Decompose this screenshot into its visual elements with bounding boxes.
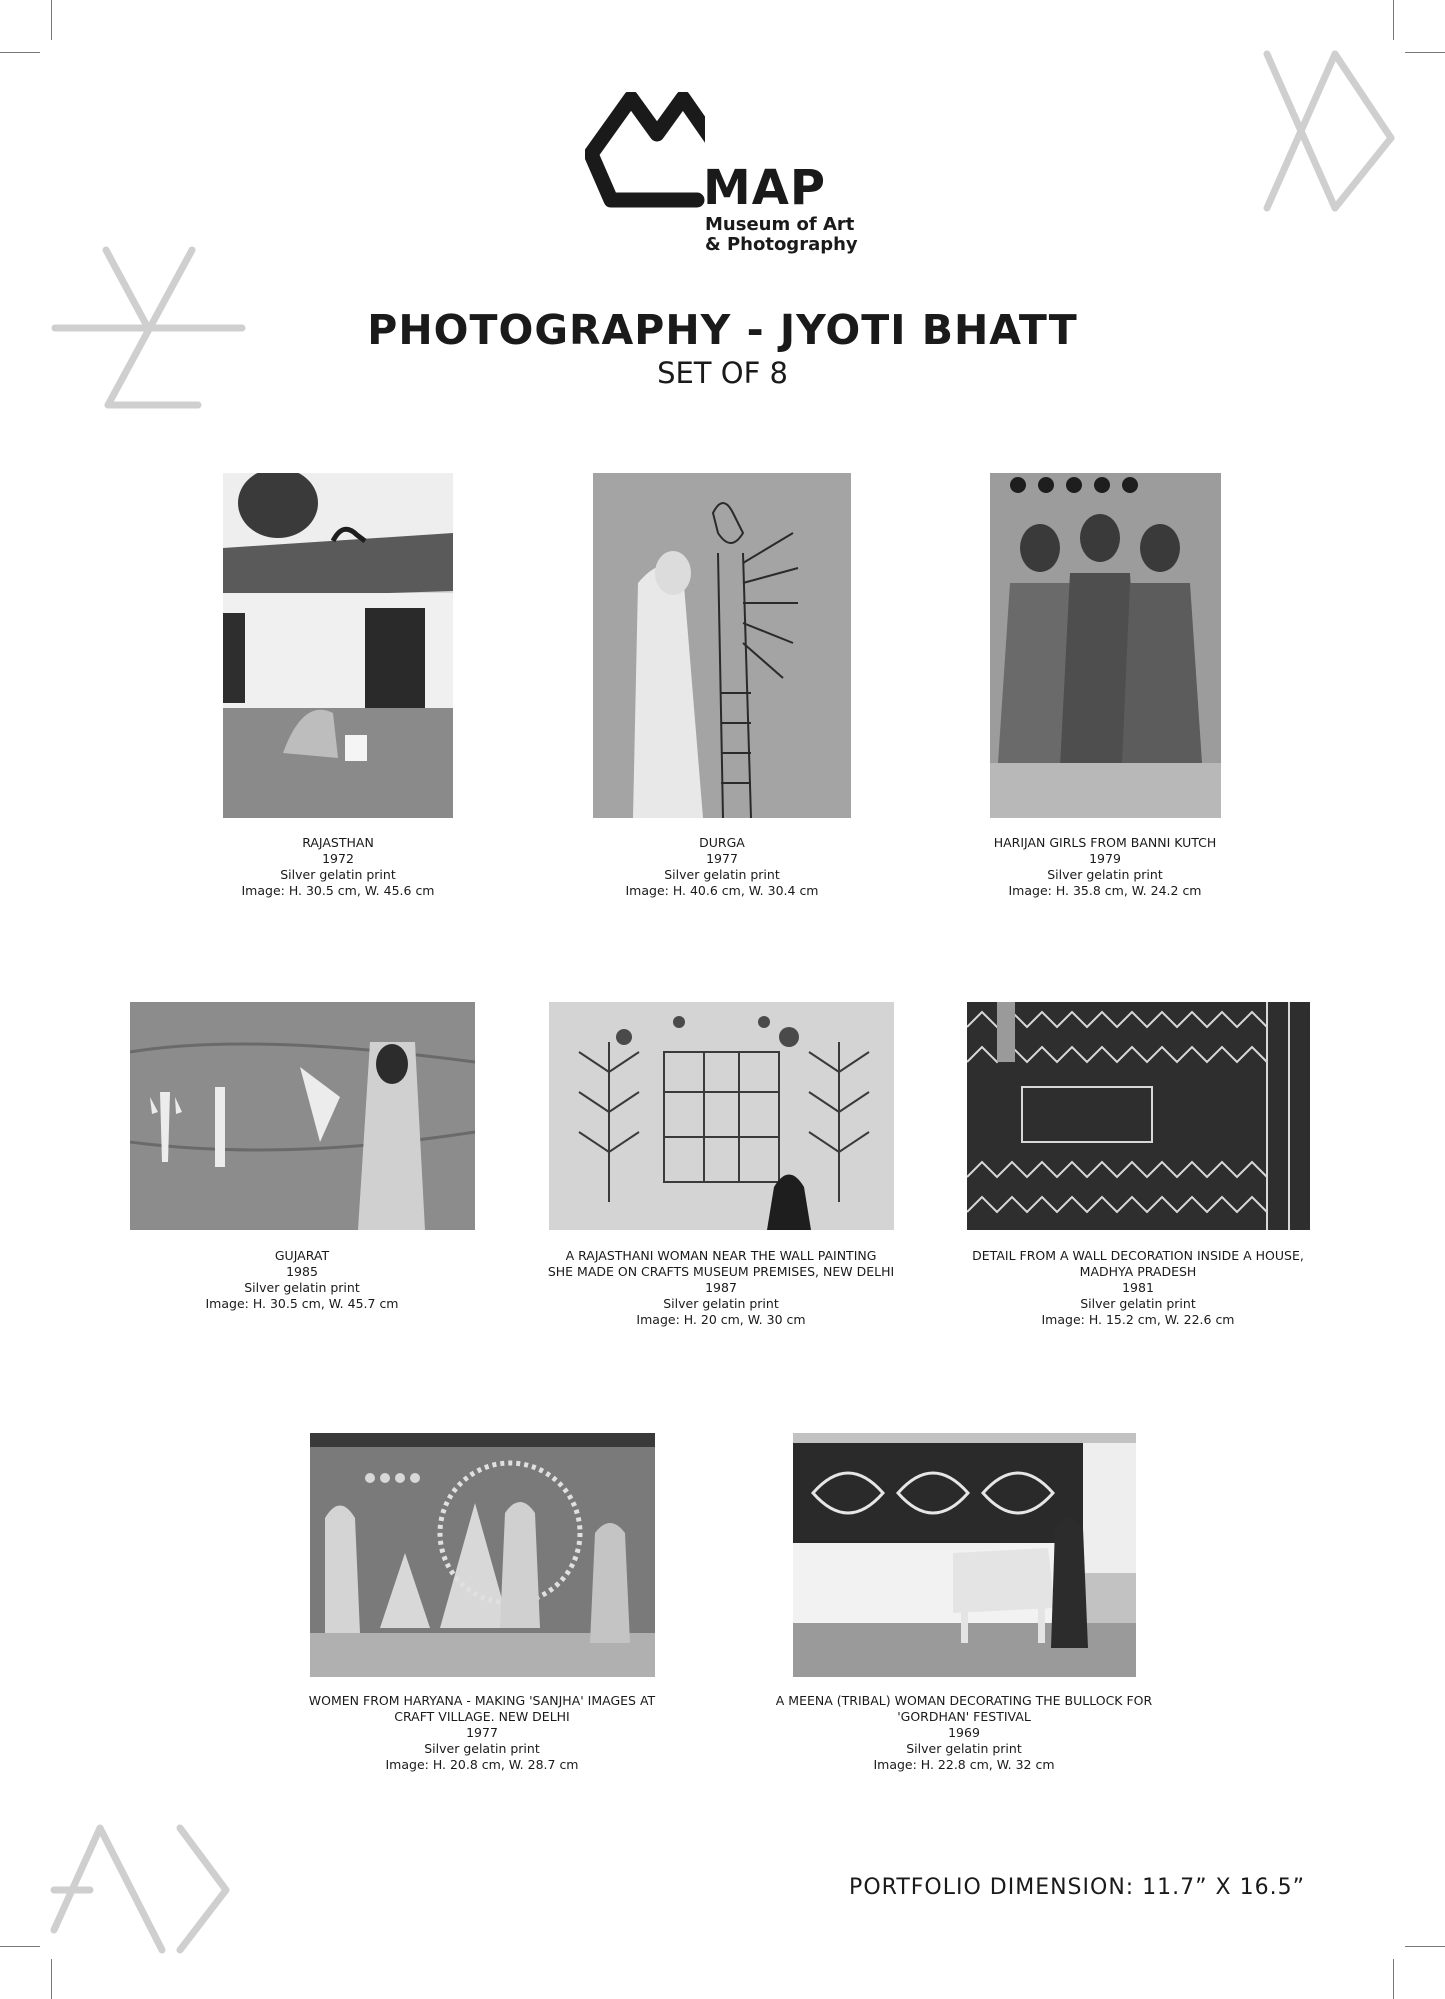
photo-harijan-girls[interactable]: [990, 473, 1221, 818]
caption-women-from-haryana-sanjha: [282, 1693, 682, 1773]
caption-year: 1969: [948, 1725, 980, 1740]
caption-medium: Silver gelatin print: [664, 867, 780, 882]
caption-title: GUJARAT: [274, 1248, 330, 1263]
caption-rajasthan: [188, 835, 488, 899]
photo-durga[interactable]: [593, 473, 851, 818]
caption-title: HARIJAN GIRLS FROM BANNI KUTCH: [993, 835, 1217, 850]
caption-gujarat: [152, 1248, 452, 1312]
decorative-glyph-bottom-left: [50, 1820, 240, 1955]
caption-medium: Silver gelatin print: [1047, 867, 1163, 882]
portfolio-dimension: PORTFOLIO DIMENSION: 11.7” X 16.5”: [849, 1875, 1305, 1900]
caption-title-line-2: CRAFT VILLAGE. NEW DELHI: [394, 1709, 570, 1724]
caption-year: 1985: [286, 1264, 318, 1279]
crop-mark-tr-v: [1393, 0, 1394, 40]
caption-year: 1977: [706, 851, 738, 866]
caption-title-line-2: MADHYA PRADESH: [1079, 1264, 1197, 1279]
caption-title-line-1: A RAJASTHANI WOMAN NEAR THE WALL PAINTING: [565, 1248, 877, 1263]
caption-year: 1981: [1122, 1280, 1154, 1295]
caption-rajasthani-woman-wall-painting: [521, 1248, 921, 1328]
caption-dimensions: Image: H. 30.5 cm, W. 45.6 cm: [241, 883, 435, 898]
crop-mark-tl-v: [51, 0, 52, 40]
crop-mark-br-h: [1405, 1946, 1445, 1947]
caption-dimensions: Image: H. 40.6 cm, W. 30.4 cm: [625, 883, 819, 898]
caption-medium: Silver gelatin print: [244, 1280, 360, 1295]
crop-mark-tl-h: [0, 52, 40, 53]
caption-medium: Silver gelatin print: [424, 1741, 540, 1756]
photo-rajasthani-woman-wall-painting[interactable]: [549, 1002, 894, 1230]
caption-dimensions: Image: H. 22.8 cm, W. 32 cm: [873, 1757, 1055, 1772]
decorative-glyph-top-right: [1255, 48, 1395, 218]
caption-year: 1972: [322, 851, 354, 866]
page-subtitle: SET OF 8: [657, 356, 788, 390]
caption-title: DURGA: [699, 835, 745, 850]
caption-medium: Silver gelatin print: [280, 867, 396, 882]
caption-medium: Silver gelatin print: [1080, 1296, 1196, 1311]
caption-title-line-1: DETAIL FROM A WALL DECORATION INSIDE A HOUSE,: [972, 1248, 1304, 1263]
photo-meena-woman-bullock[interactable]: [793, 1433, 1136, 1677]
map-logo-mark-icon: [585, 92, 705, 212]
caption-title: RAJASTHAN: [302, 835, 374, 850]
page-title: PHOTOGRAPHY - JYOTI BHATT: [367, 306, 1078, 354]
map-logo[interactable]: [585, 92, 865, 262]
caption-harijan-girls: [955, 835, 1255, 899]
photo-gujarat[interactable]: [130, 1002, 475, 1230]
photo-wall-decoration-madhya-pradesh[interactable]: [967, 1002, 1310, 1230]
caption-dimensions: Image: H. 20 cm, W. 30 cm: [636, 1312, 806, 1327]
caption-year: 1977: [466, 1725, 498, 1740]
crop-mark-bl-h: [0, 1946, 40, 1947]
caption-year: 1987: [705, 1280, 737, 1295]
caption-meena-woman-bullock: [764, 1693, 1164, 1773]
caption-durga: [572, 835, 872, 899]
caption-title-line-2: SHE MADE ON CRAFTS MUSEUM PREMISES, NEW DELHI: [547, 1264, 895, 1279]
crop-mark-br-v: [1393, 1959, 1394, 1999]
photo-women-from-haryana-sanjha[interactable]: [310, 1433, 655, 1677]
logo-line-1: Museum of Art: [705, 214, 855, 235]
caption-year: 1979: [1089, 851, 1121, 866]
crop-mark-tr-h: [1405, 52, 1445, 53]
caption-dimensions: Image: H. 30.5 cm, W. 45.7 cm: [205, 1296, 399, 1311]
caption-dimensions: Image: H. 15.2 cm, W. 22.6 cm: [1041, 1312, 1235, 1327]
caption-wall-decoration-madhya-pradesh: [938, 1248, 1338, 1328]
caption-dimensions: Image: H. 35.8 cm, W. 24.2 cm: [1008, 883, 1202, 898]
photo-rajasthan[interactable]: [223, 473, 453, 818]
logo-name: MAP: [703, 160, 827, 216]
caption-title-line-1: A MEENA (TRIBAL) WOMAN DECORATING THE BULLOCK FOR: [775, 1693, 1153, 1708]
caption-title-line-1: WOMEN FROM HARYANA - MAKING 'SANJHA' IMAGES AT: [308, 1693, 656, 1708]
caption-medium: Silver gelatin print: [906, 1741, 1022, 1756]
caption-dimensions: Image: H. 20.8 cm, W. 28.7 cm: [385, 1757, 579, 1772]
caption-medium: Silver gelatin print: [663, 1296, 779, 1311]
caption-title-line-2: 'GORDHAN' FESTIVAL: [897, 1709, 1031, 1724]
crop-mark-bl-v: [51, 1959, 52, 1999]
logo-line-2: & Photography: [705, 234, 858, 255]
